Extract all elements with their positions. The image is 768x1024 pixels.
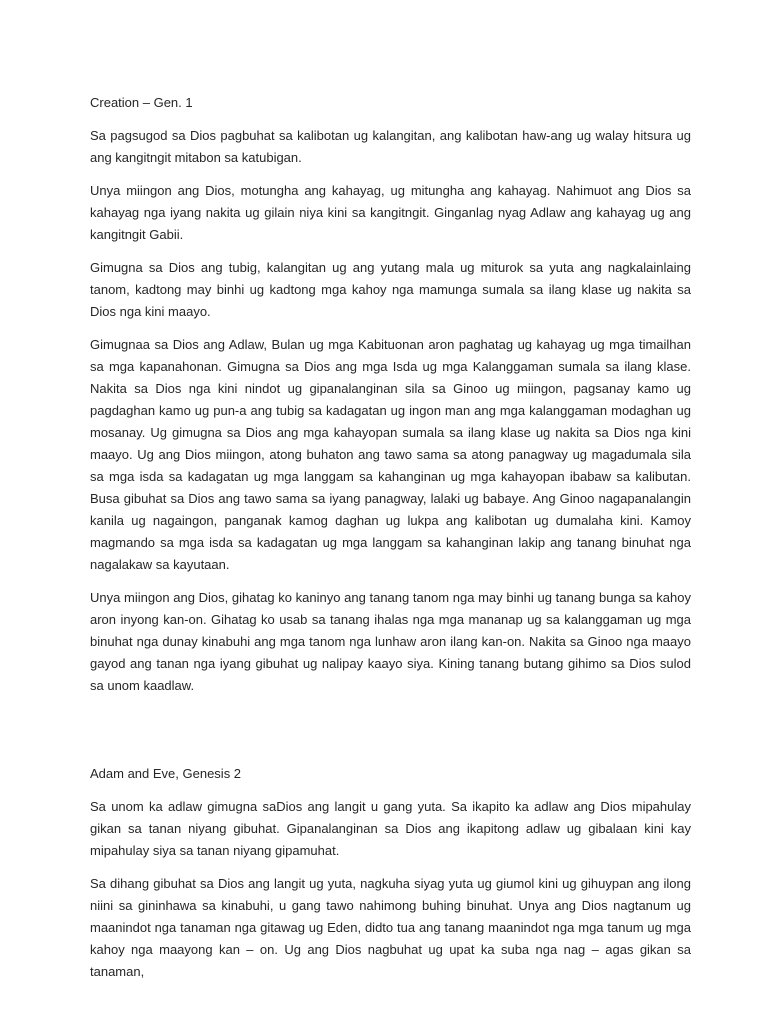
paragraph: Unya miingon ang Dios, gihatag ko kaninyo ang tanang tanom nga may binhi ug tanang bunga sa kahoy aron inyong kan-on. Gihatag ko usab sa tanang ihalas nga mga mananap ug sa kalanggaman ug mga binuhat nga dunay kinabuhi ang mga tanom nga lunhaw aron ilang kan-on. Nakita sa Ginoo nga maayo gayod ang tanan nga iyang gibuhat ug nalipay kaayo siya. Kining tanang butang gihimo sa Dios sulod sa unom kaadlaw. [90,590,691,693]
section-gap [90,708,691,763]
document-page [90,92,691,994]
paragraph: Sa pagsugod sa Dios pagbuhat sa kalibotan ug kalangitan, ang kalibotan haw-ang ug walay hitsura ug ang kangitngit mitabon sa katubigan. [90,128,691,165]
section-title: Creation – Gen. 1 [90,95,193,110]
section-title: Adam and Eve, Genesis 2 [90,766,242,781]
paragraph: Gimugnaa sa Dios ang Adlaw, Bulan ug mga Kabituonan aron paghatag ug kahayag ug mga timailhan sa mga kapanahonan. Gimugna sa Dios ang mga Isda ug mga Kalanggaman sumala sa ilang klase. Nakita sa Dios nga kini nindot ug gipanalanginan sila sa Ginoo ug miingon, pagsanay kamo ug pagdaghan kamo ug pun-a ang tubig sa kadagatan ug ingon man ang mga kalanggaman modaghan ug mosanay. Ug gimugna sa Dios ang mga kahayopan sumala sa ilang klase ug nakita sa Dios nga kini maayo. Ug ang Dios miingon, atong buhaton ang tawo sama sa atong panagway ug magadumala sila sa mga isda sa kadagatan ug mga langgam sa kahanginan ug mga kahayopan ibabaw sa kalibutan. Busa gibuhat sa Dios ang tawo sama sa iyang panagway, lalaki ug babaye. Ang Ginoo nagapanalangin kanila ug nagaingon, panganak kamog daghan ug lukpa ang kalibotan ug dumalaha kini. Kamoy magmando sa mga isda sa kadagatan ug mga langgam sa kahanginan lakip ang tanang binuhat nga nagalakaw sa kayutaan. [90,337,691,572]
paragraph: Sa dihang gibuhat sa Dios ang langit ug yuta, nagkuha siyag yuta ug giumol kini ug gihuypan ang ilong niini sa gininhawa sa kinabuhi, u gang tawo nahimong buhing binuhat. Unya ang Dios nagtanum ug maanindot nga tanaman nga gitawag ug Eden, didto tua ang tanang maanindot nga mga tanum ug mga kahoy nga maayong kan – on. Ug ang Dios nagbuhat ug upat ka suba nga nag – agas gikan sa tanaman, [90,876,691,979]
paragraph: Gimugna sa Dios ang tubig, kalangitan ug ang yutang mala ug miturok sa yuta ang nagkalainlaing tanom, kadtong may binhi ug kadtong mga kahoy nga mamunga sumala sa ilang klase ug nakita sa Dios nga kini maayo. [90,260,691,319]
paragraph: Unya miingon ang Dios, motungha ang kahayag, ug mitungha ang kahayag. Nahimuot ang Dios sa kahayag nga iyang nakita ug gilain niya kini sa kangitngit. Ginganlag nyag Adlaw ang kahayag ug ang kangitngit Gabii. [90,183,691,242]
paragraph: Sa unom ka adlaw gimugna saDios ang langit u gang yuta. Sa ikapito ka adlaw ang Dios mipahulay gikan sa tanan niyang gibuhat. Gipanalanginan sa Dios ang ikapitong adlaw ug gibalaan kini kay mipahulay siya sa tanan niyang gipamuhat. [90,799,691,858]
section-adam-and-eve [90,763,691,983]
section-creation [90,92,691,697]
